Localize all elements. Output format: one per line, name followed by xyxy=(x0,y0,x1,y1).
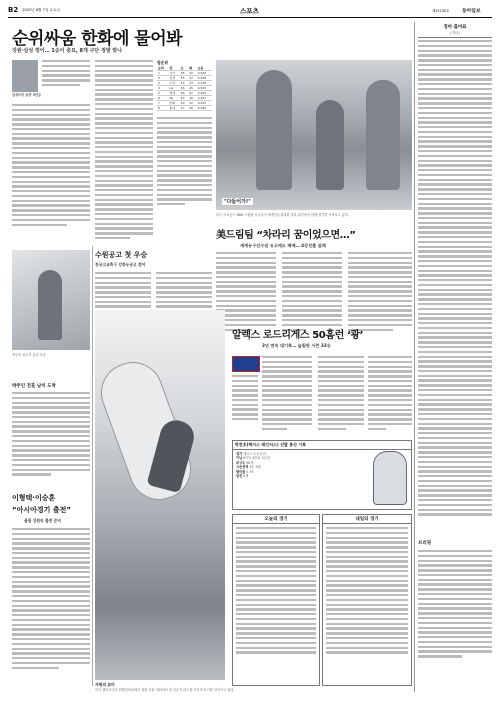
column-rule xyxy=(92,246,93,686)
record-row: 투구수 98개 xyxy=(236,460,254,465)
suwon-subtitle: 전국고교축구 강릉농공고 꺾어 xyxy=(95,262,146,267)
arod-col3 xyxy=(318,356,364,433)
page-number: B2 xyxy=(8,6,19,14)
lee-headline: 이형택·이승훈 xyxy=(12,494,56,502)
mlb-logo xyxy=(232,356,260,372)
table-row: 8 롯데 27 66 0.290 xyxy=(157,106,212,111)
record-row: 이닝 6이닝 4안타 3실점 xyxy=(236,456,270,461)
brief-body xyxy=(418,550,492,660)
header-rule xyxy=(8,17,492,18)
table-row: 5 현대 46 47 0.495 xyxy=(157,91,212,96)
arod-headline: 알렉스 로드리게스 50홈런 ‘쾅’ xyxy=(232,330,364,341)
racing-sidebar xyxy=(418,24,492,536)
main-story-photo xyxy=(12,60,38,92)
suwon-headline: 수원공고 첫 우승 xyxy=(95,251,148,259)
column-rule xyxy=(414,22,415,692)
table-row: 2 삼성 55 37 0.598 xyxy=(157,76,212,81)
lee-headline-2: “아시아경기 출전” xyxy=(12,506,71,514)
standings-col-header: 팀 xyxy=(168,66,179,71)
table-row: 6 SK 43 49 0.467 xyxy=(157,96,212,101)
player-figure xyxy=(366,80,400,190)
player-cartoon xyxy=(373,451,407,505)
lee-body xyxy=(12,528,90,671)
arod-col2 xyxy=(232,375,258,423)
record-row: 시즌성적 5승 5패 xyxy=(236,465,261,470)
player-figure xyxy=(316,100,344,190)
table-row: 4 LG 46 45 0.505 xyxy=(157,86,212,91)
surf-photo-caption: 미국 캘리포니아 헌팅턴비치에서 열린 서핑 대회에서 한 선수가 파도를 가르며 묘기를 선보이고 있다. xyxy=(95,688,235,692)
dream-team-col1 xyxy=(216,252,276,333)
arod-subtitle: 2년 연속 대기록… 늘림판 시즌 33승 xyxy=(262,343,331,348)
dream-team-subtitle: 세계농구선수권 유고에도 패배… 4강진출 실패 xyxy=(240,243,326,248)
standings-box xyxy=(157,60,212,208)
brief-title: 브리핑 xyxy=(418,541,432,546)
racing-title: 경마 출마표 xyxy=(443,25,467,30)
dream-team-photo-caption: 미국 프로농구 NBA 드림팀 선수들이 세계선수권대회 대비 훈련에서 함께 경기를 지켜보고 있다. xyxy=(216,213,349,217)
main-story-body-2 xyxy=(12,104,90,228)
standings-title: 팀순위 xyxy=(157,60,169,65)
athlete-figure xyxy=(38,270,62,340)
dream-team-headline: 美드림팀 “차라리 꿈이었으면…” xyxy=(216,230,356,241)
standings-col-header: 승률 xyxy=(197,66,212,71)
surf-photo xyxy=(95,310,225,680)
player-figure xyxy=(256,70,292,190)
issue-number: 제25230호 xyxy=(432,9,450,13)
surf-photo-caption-title: 서핑의 묘미 xyxy=(95,682,115,687)
standings-table xyxy=(157,66,212,111)
today-games-box xyxy=(232,514,320,686)
tomorrow-games-box xyxy=(322,514,412,686)
record-row: 방어율 5.79 xyxy=(236,469,254,474)
standings-col-header: 패 xyxy=(188,66,196,71)
racing-subtitle: [경마] xyxy=(450,31,460,35)
today-games-title: 오늘의 경기 xyxy=(233,515,319,524)
photo-badge: "다들어가!" xyxy=(224,199,251,205)
table-row: 3 두산 50 43 0.538 xyxy=(157,81,212,86)
dream-team-photo xyxy=(216,60,412,210)
tomorrow-games-list xyxy=(323,524,411,659)
page-header xyxy=(8,6,492,16)
record-box-rows xyxy=(233,450,359,480)
section-title: 스포츠 xyxy=(240,7,259,15)
standings-col-header: 순위 xyxy=(157,66,168,71)
arod-col4 xyxy=(368,356,412,433)
dream-team-col2 xyxy=(282,252,342,333)
page-date: 2002년 8월 7일 수요일 xyxy=(22,8,60,12)
record-row: 삼진 6개 xyxy=(236,474,249,479)
arod-col1 xyxy=(262,356,312,433)
record-box-title: 박찬호(텍사스 레인저스) 선발 통산 기록 xyxy=(233,441,411,450)
standings-col-header: 승 xyxy=(180,66,188,71)
record-box xyxy=(232,440,412,510)
tomorrow-games-title: 내일의 경기 xyxy=(323,515,411,524)
lee-subtitle: 올림 성원속 출전 준비 xyxy=(24,518,61,523)
table-row: 7 한화 40 52 0.435 xyxy=(157,101,212,106)
main-headline: 순위싸움 한화에 물어봐 xyxy=(12,29,183,49)
brand-name: 동아일보 xyxy=(462,9,481,14)
main-story-body xyxy=(42,60,90,89)
main-story-col2 xyxy=(95,60,153,242)
badminton-headline: 박주인 전훈 남미 도착 xyxy=(12,384,56,389)
badminton-photo xyxy=(12,250,90,350)
standings-notes xyxy=(157,117,212,205)
badminton-caption: 박주인 선수의 훈련 모습 xyxy=(12,353,46,357)
main-subtitle: 강원·삼성 꺾어… 1승이 중요, 8개 구단 정말 맞나 xyxy=(12,48,123,54)
record-row: 경기 텍사스 5-3 승리 xyxy=(236,452,266,456)
table-row: 1 기아 58 32 0.644 xyxy=(157,71,212,76)
dream-team-col3 xyxy=(348,252,412,333)
racing-entries xyxy=(418,37,492,516)
main-story-label: 삼성타자 동양 5연승 xyxy=(12,93,42,97)
badminton-body xyxy=(12,392,90,478)
today-games-list xyxy=(233,524,319,659)
